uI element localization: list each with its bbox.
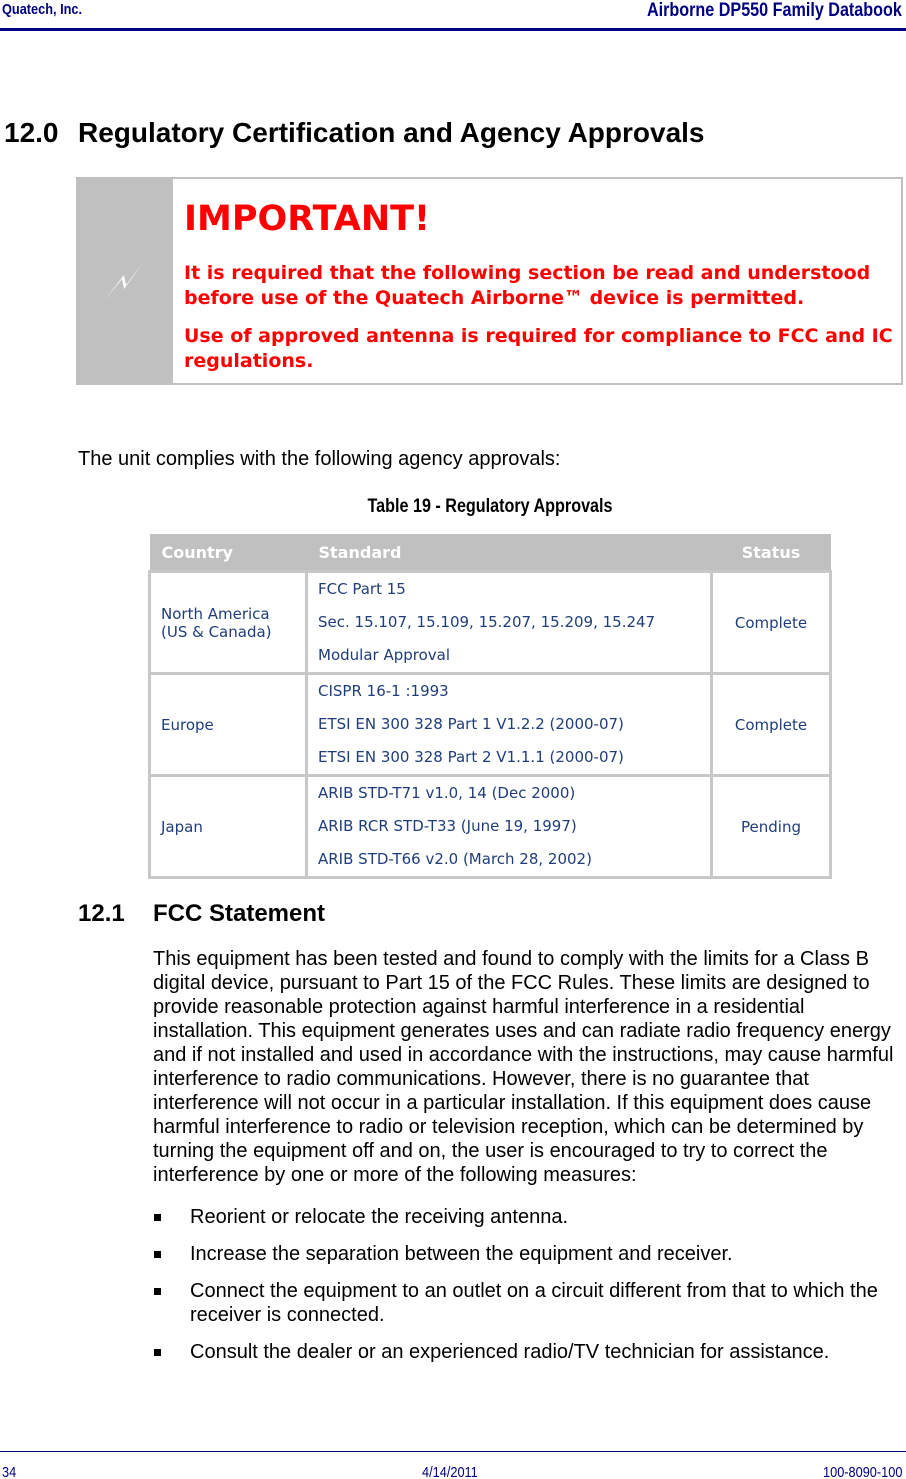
col-standard: Standard (307, 534, 712, 572)
standard-cell (307, 572, 712, 674)
list-item-text: Consult the dealer or an experienced radio/TV technician for assistance. (190, 1341, 830, 1363)
section-title: Regulatory Certification and Agency Approvals (78, 117, 705, 148)
table-row (150, 674, 831, 776)
header-company: Quatech, Inc. (2, 1, 83, 18)
subsection-heading (78, 900, 325, 928)
footer-divider (0, 1451, 906, 1452)
notice-text-1: It is required that the following section be read and understood before use of the Quatech Airborne™ device is permitted. (184, 262, 871, 309)
table-caption: Table 19 - Regulatory Approvals (367, 496, 613, 517)
page-number: 34 (2, 1464, 17, 1479)
notice-text-2: Use of approved antenna is required for compliance to FCC and IC regulations. (184, 325, 893, 372)
footer-date: 4/14/2011 (422, 1464, 478, 1479)
standard-item: CISPR 16-1 :1993 (318, 682, 449, 700)
standard-item: FCC Part 15 (318, 580, 406, 598)
list-item (153, 1242, 893, 1266)
status-cell: Complete (712, 572, 831, 674)
lightning-icon (104, 259, 148, 303)
section-heading (4, 117, 705, 149)
standard-item: ARIB STD-T71 v1.0, 14 (Dec 2000) (318, 784, 576, 802)
col-country: Country (150, 534, 307, 572)
section-number: 12.0 (4, 117, 59, 148)
country-cell: Europe (150, 674, 307, 776)
list-item (153, 1279, 893, 1327)
country-cell: North America (US & Canada) (150, 572, 307, 674)
bullet-icon (154, 1349, 161, 1356)
col-status: Status (712, 534, 831, 572)
bullet-icon (154, 1288, 161, 1295)
table-row (150, 572, 831, 674)
bullet-icon (154, 1251, 161, 1258)
status-cell: Pending (712, 776, 831, 878)
list-item-text: Connect the equipment to an outlet on a circuit different from that to which the receiver is connected. (190, 1280, 878, 1326)
standard-item: Sec. 15.107, 15.109, 15.207, 15.209, 15.247 (318, 613, 656, 631)
standard-cell (307, 776, 712, 878)
measures-list (153, 1205, 893, 1377)
list-item-text: Reorient or relocate the receiving antenna. (190, 1206, 569, 1228)
standard-item: ARIB RCR STD-T33 (June 19, 1997) (318, 817, 577, 835)
fcc-statement: This equipment has been tested and found to comply with the limits for a Class B digital device, pursuant to Part 15 of the FCC Rules. These limits are designed to provide reasonable protection against harmful interference in a residential installation. This equipment generates uses and can radiate radio frequency energy and if not installed and used in accordance with the instructions, may cause harmful interference to radio communications. However, there is no guarantee that interference will not occur in a particular installation. If this equipment does cause harmful interference to radio or television reception, which can be determined by turning the equipment off and on, the user is encouraged to try to correct the interference by one or more of the following measures: (153, 948, 894, 1186)
standard-item: Modular Approval (318, 646, 450, 664)
intro-text: The unit complies with the following agency approvals: (78, 448, 561, 470)
subsection-number: 12.1 (78, 900, 125, 927)
country-cell: Japan (150, 776, 307, 878)
subsection-title: FCC Statement (153, 900, 326, 927)
header-divider (0, 28, 906, 31)
header-title: Airborne DP550 Family Databook (647, 0, 902, 21)
approvals-table (148, 534, 832, 879)
table-row (150, 776, 831, 878)
standard-item: ETSI EN 300 328 Part 1 V1.2.2 (2000-07) (318, 715, 624, 733)
important-notice (76, 177, 903, 385)
bullet-icon (154, 1214, 161, 1221)
table-header-row (150, 534, 831, 572)
list-item-text: Increase the separation between the equipment and receiver. (190, 1243, 733, 1265)
status-cell: Complete (712, 674, 831, 776)
standard-item: ETSI EN 300 328 Part 2 V1.1.1 (2000-07) (318, 748, 624, 766)
notice-heading: IMPORTANT! (184, 199, 431, 239)
notice-sidebar (78, 179, 173, 383)
document-number: 100-8090-100 (822, 1464, 902, 1479)
list-item (153, 1205, 893, 1229)
standard-item: ARIB STD-T66 v2.0 (March 28, 2002) (318, 850, 592, 868)
list-item (153, 1340, 893, 1364)
standard-cell (307, 674, 712, 776)
